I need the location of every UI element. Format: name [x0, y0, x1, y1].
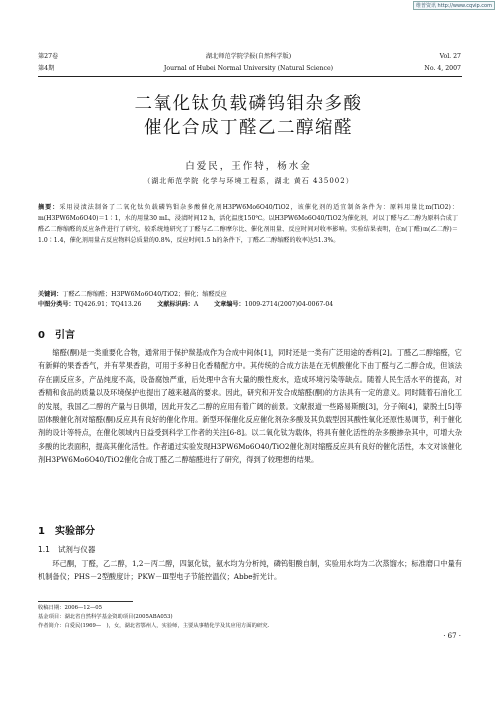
subsection-1-1-number: 1.1 — [38, 545, 50, 554]
watermark[interactable]: 维普资讯 http://www.cqvip.com — [413, 1, 495, 10]
section-1-number: 1 — [38, 526, 45, 537]
keywords-text: 丁醛乙二醇缩醛；H3PW6Mo6O40/TiO2；催化；缩醛反应 — [62, 291, 227, 298]
header-rule — [38, 76, 462, 77]
footnote-rule — [38, 601, 133, 602]
section-0-title: 引言 — [54, 330, 75, 341]
footnote-received: 收稿日期：2006—12—05 — [38, 605, 103, 611]
page-number: · 67 · — [443, 632, 461, 640]
article-id-value: 1009-2714(2007)04-0067-04 — [244, 301, 334, 308]
title-line-2: 催化合成丁醛乙二醇缩醛 — [144, 118, 353, 138]
subsection-1-1-paragraph: 环己酮，丁醛，乙二醇，1,2－丙二醇，四氯化钛，氨水均为分析纯，磷钨钼酸自制，实验用水均为二次蒸馏水；标准磨口中量有机制备仪；PHS－2型酸度计；PKW－Ⅲ型电子节能控温仪；Abbe折光计。 — [38, 559, 462, 582]
affiliation: （湖北师范学院 化学与环境工程系，湖北 黄石 435002） — [143, 177, 354, 185]
footnote-author: 作者简介：白爱民(1969— )，女，湖北省鄂州人，实验师，主要从事精化学及其应用方面的研究. — [38, 623, 270, 629]
title-line-1: 二氧化钛负载磷钨钼杂多酸 — [134, 94, 363, 114]
header-journal-en: Journal of Hubei Normal University (Natural Science) — [163, 65, 334, 72]
doc-code-label: 文献标识码： — [157, 301, 194, 308]
section-0-heading — [38, 326, 75, 341]
subsection-1-1-heading — [38, 544, 95, 555]
article-id-label: 文章编号： — [214, 301, 245, 308]
subsection-1-1-title: 试剂与仪器 — [57, 545, 96, 554]
authors: 白爱民，王作特，杨水金 — [185, 161, 312, 172]
abstract-text: 采用浸渍法制备了二氧化钛负载磷钨钼杂多酸催化剂H3PW6Mo6O40/TiO2，该催化剂的适宜制备条件为：原料用量比m(TiO2)：m(H3PW6Mo6O40)＝1∶1，水的用量30 mL，浸渍时间12 h，活化温度150℃。以H3PW6Mo6O40/TiO2为催化剂，对以丁醛与乙二醇为原料合成丁醛乙二醇缩醛的反应条件进行了研究，较系统地研究了丁醛与乙二醇摩尔比、催化剂用量、反应时间对收率影响。实验结果表明，在n(丁醛)∶n(乙二醇)＝1.0∶1.4，催化剂用量占反应物料总质量的0.8%，反应时间1.5 h的条件下，丁醛乙二醇缩醛的收率达51.3%。 — [38, 204, 459, 244]
keywords — [38, 290, 458, 299]
clc-value: TQ426.91；TQ413.26 — [74, 301, 142, 308]
section-1-heading — [38, 522, 95, 537]
section-0-number: 0 — [38, 330, 45, 341]
section-0-paragraph: 缩醛(酮)是一类重要化合物，通常用于保护羰基成作为合成中间体[1]，同时还是一类有广泛用途的香料[2]。丁醛乙二醇缩醛，它有新鲜的果香香气，并有苹果香韵，可用于多种日化香精配方中。其传统的合成方法是在无机酸催化下由丁醛与乙二醇合成，但该法存在副反应多，产品纯度不高，设备腐蚀严重，后处理中含有大量的酸性废水，造成环境污染等缺点。随着人民生活水平的提高，对香精和食品的质量以及环境保护也提出了越来越高的要求。因此，研究和开发合成缩醛(酮)的方法具有一定的意义。同时随着石油化工的发展，我国乙二醇的产量与日俱增，因此开发乙二醇的应用有着广阔的前景。文献报道一些路易斯酸[3]，分子筛[4]，蒙脱土[5]等固体酸催化剂对缩醛(酮)反应具有良好的催化作用。新型环保催化反应催化剂杂多酸及其负载型因其酸性氧化还原性易调节，利于催化剂的设计等特点，在催化领域内日益受到科学工作者的关注[6-8]。以二氧化钛为载体，将具有催化活性的杂多酸掺杂其中，可增大杂多酸的比表面积，提高其催化活性。作者通过实验发现H3PW6Mo6O40/TiO2催化剂对缩醛反应具有良好的催化活性，本文对该催化剂H3PW6Mo6O40/TiO2催化合成丁醛乙二醇缩醛进行了研究，得到了较理想的结果。 — [38, 348, 462, 465]
header-journal-cn: 湖北师范学院学报(自然科学版) — [205, 53, 292, 60]
header-volume-cn: 第27卷 — [38, 53, 59, 60]
header-issue-cn: 第4期 — [38, 65, 55, 72]
keywords-label: 关键词： — [38, 291, 63, 298]
classification-line — [38, 300, 458, 309]
clc-label: 中图分类号： — [38, 301, 75, 308]
header-issue-en: No. 4, 2007 — [424, 65, 461, 72]
footnote-fund: 基金项目：湖北省自然科学基金资助项目(2005ABA053) — [38, 614, 173, 620]
abstract — [38, 202, 458, 246]
header-volume-en: Vol. 27 — [439, 53, 461, 60]
abstract-label: 摘要： — [38, 204, 60, 211]
section-1-title: 实验部分 — [54, 526, 95, 537]
doc-code-value: A — [193, 301, 199, 308]
